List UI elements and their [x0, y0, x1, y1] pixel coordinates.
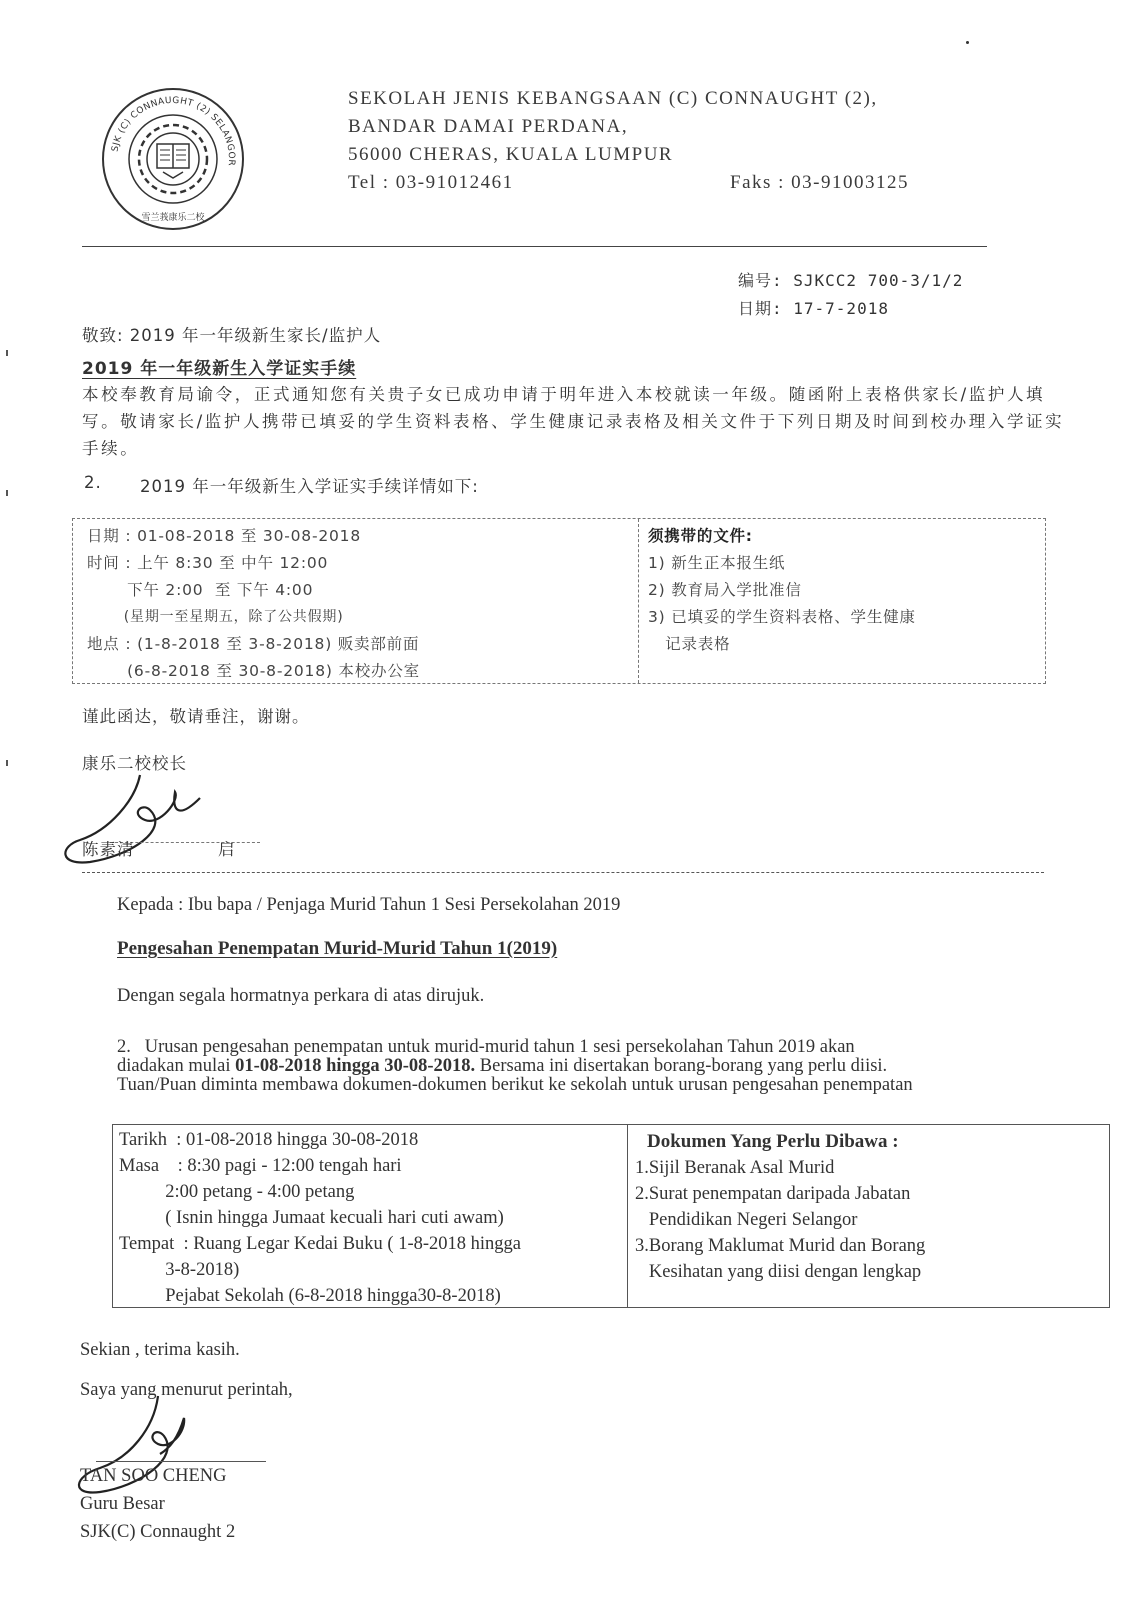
malay-document-item: 3.Borang Maklumat Murid dan Borang: [635, 1236, 926, 1256]
chinese-title: 2019 年一年级新生入学证实手续: [82, 359, 357, 379]
chinese-documents-heading: 须携带的文件:: [648, 527, 753, 545]
chinese-detail-line: 时间 : 上午 8:30 至 中午 12:00: [87, 554, 329, 572]
malay-detail-line: 2:00 petang - 4:00 petang: [119, 1182, 355, 1202]
malay-document-item: Pendidikan Negeri Selangor: [635, 1210, 858, 1230]
malay-paragraph-2-text-a: diadakan mulai: [117, 1056, 231, 1076]
logo-bottom-text: 雪兰莪康乐二校: [141, 213, 205, 223]
chinese-document-item: 记录表格: [648, 635, 731, 653]
scan-speck: [966, 41, 969, 44]
malay-details-list: [119, 1127, 521, 1309]
malay-detail-line: 3-8-2018): [119, 1260, 240, 1280]
chinese-details-list: [87, 523, 420, 685]
chinese-paragraph-2: 2019 年一年级新生入学证实手续详情如下:: [140, 477, 479, 496]
malay-title: Pengesahan Penempatan Murid-Murid Tahun 1(2019): [117, 938, 558, 959]
section-divider: [82, 872, 1044, 873]
malay-paragraph-2-line2: [117, 1057, 887, 1076]
letter-date: 日期: 17-7-2018: [738, 299, 889, 318]
chinese-principal-title: 康乐二校校长: [82, 754, 187, 773]
malay-paragraph-2-line3: Tuan/Puan diminta membawa dokumen-dokumen berikut ke sekolah untuk urusan pengesahan penempatan: [117, 1075, 913, 1095]
school-tel: Tel : 03-91012461: [348, 172, 514, 193]
chinese-paragraph-2-number: 2.: [84, 473, 102, 492]
chinese-box-divider: [638, 519, 639, 683]
malay-addressee: Kepada : Ibu bapa / Penjaga Murid Tahun 1 Sesi Persekolahan 2019: [117, 895, 621, 915]
malay-school-short-name: SJK(C) Connaught 2: [80, 1522, 236, 1542]
chinese-document-item: 2) 教育局入学批准信: [648, 581, 802, 599]
chinese-details-box: [72, 518, 1046, 684]
malay-intro: Dengan segala hormatnya perkara di atas dirujuk.: [117, 986, 485, 1006]
malay-closing: Sekian , terima kasih.: [80, 1340, 240, 1360]
malay-detail-line: Pejabat Sekolah (6-8-2018 hingga30-8-2018): [119, 1286, 501, 1306]
letterhead-divider: [82, 246, 987, 247]
chinese-detail-line: (6-8-2018 至 30-8-2018) 本校办公室: [87, 662, 420, 680]
malay-document-item: Kesihatan yang diisi dengan lengkap: [635, 1262, 922, 1282]
chinese-documents-list: [648, 523, 916, 658]
chinese-detail-line: (星期一至星期五，除了公共假期): [87, 609, 344, 625]
malay-box-divider: [627, 1125, 628, 1307]
malay-documents-list: [635, 1129, 925, 1285]
chinese-addressee: 敬致: 2019 年一年级新生家长/监护人: [82, 326, 382, 345]
principal-signature-1: [50, 770, 240, 874]
chinese-document-item: 3) 已填妥的学生资料表格、学生健康: [648, 608, 916, 626]
scan-tick: [6, 760, 8, 766]
malay-detail-line: ( Isnin hingga Jumaat kecuali hari cuti awam): [119, 1208, 504, 1228]
malay-paragraph-2-text: Urusan pengesahan penempatan untuk murid-murid tahun 1 sesi persekolahan Tahun 2019 akan: [144, 1037, 855, 1057]
malay-paragraph-2-line1: [117, 1038, 855, 1057]
scan-tick: [6, 490, 8, 496]
malay-paragraph-2-text-b: Bersama ini disertakan borang-borang yang perlu diisi.: [479, 1056, 888, 1076]
school-fax: Faks : 03-91003125: [730, 172, 909, 193]
chinese-principal-name: 陈素清: [82, 840, 135, 859]
chinese-detail-line: 下午 2:00 至 下午 4:00: [87, 581, 314, 599]
chinese-paragraph-1: 本校奉教育局谕令，正式通知您有关贵子女已成功申请于明年进入本校就读一年级。随函附上表格供家长/监护人填写。敬请家长/监护人携带已填妥的学生资料表格、学生健康记录表格及相关文件于下列日期及时间到校办理入学证实手续。: [82, 385, 1065, 458]
malay-detail-line: Masa : 8:30 pagi - 12:00 tengah hari: [119, 1156, 402, 1176]
malay-obedient: Saya yang menurut perintah,: [80, 1380, 293, 1400]
malay-document-item: 2.Surat penempatan daripada Jabatan: [635, 1184, 911, 1204]
chinese-sign-off: 启: [218, 840, 236, 859]
malay-document-item: 1.Sijil Beranak Asal Murid: [635, 1158, 835, 1178]
malay-documents-heading: Dokumen Yang Perlu Dibawa :: [647, 1131, 899, 1152]
school-address-line2: 56000 CHERAS, KUALA LUMPUR: [348, 144, 674, 165]
logo-ring-text: SJK (C) CONNAUGHT (2) SELANGOR: [110, 95, 237, 167]
chinese-detail-line: 日期 : 01-08-2018 至 30-08-2018: [87, 527, 361, 545]
scan-tick: [6, 350, 8, 356]
school-address-line1: BANDAR DAMAI PERDANA,: [348, 116, 629, 137]
malay-detail-line: Tempat : Ruang Legar Kedai Buku ( 1-8-2018 hingga: [119, 1234, 522, 1254]
malay-details-box: [112, 1124, 1110, 1308]
malay-signatory-position: Guru Besar: [80, 1494, 165, 1514]
malay-signatory-name: TAN SOO CHENG: [80, 1466, 227, 1486]
chinese-closing: 谨此函达，敬请垂注，谢谢。: [82, 707, 310, 726]
malay-signature-line: [96, 1461, 266, 1462]
school-name: SEKOLAH JENIS KEBANGSAAN (C) CONNAUGHT (2),: [348, 88, 878, 109]
malay-paragraph-2-number: 2.: [117, 1037, 131, 1057]
school-logo: [100, 86, 246, 232]
chinese-detail-line: 地点 : (1-8-2018 至 3-8-2018) 贩卖部前面: [87, 635, 420, 653]
malay-date-range: 01-08-2018 hingga 30-08-2018.: [235, 1056, 476, 1076]
malay-detail-line: Tarikh : 01-08-2018 hingga 30-08-2018: [119, 1130, 419, 1150]
reference-number: 编号: SJKCC2 700-3/1/2: [738, 271, 964, 290]
chinese-document-item: 1) 新生正本报生纸: [648, 554, 786, 572]
